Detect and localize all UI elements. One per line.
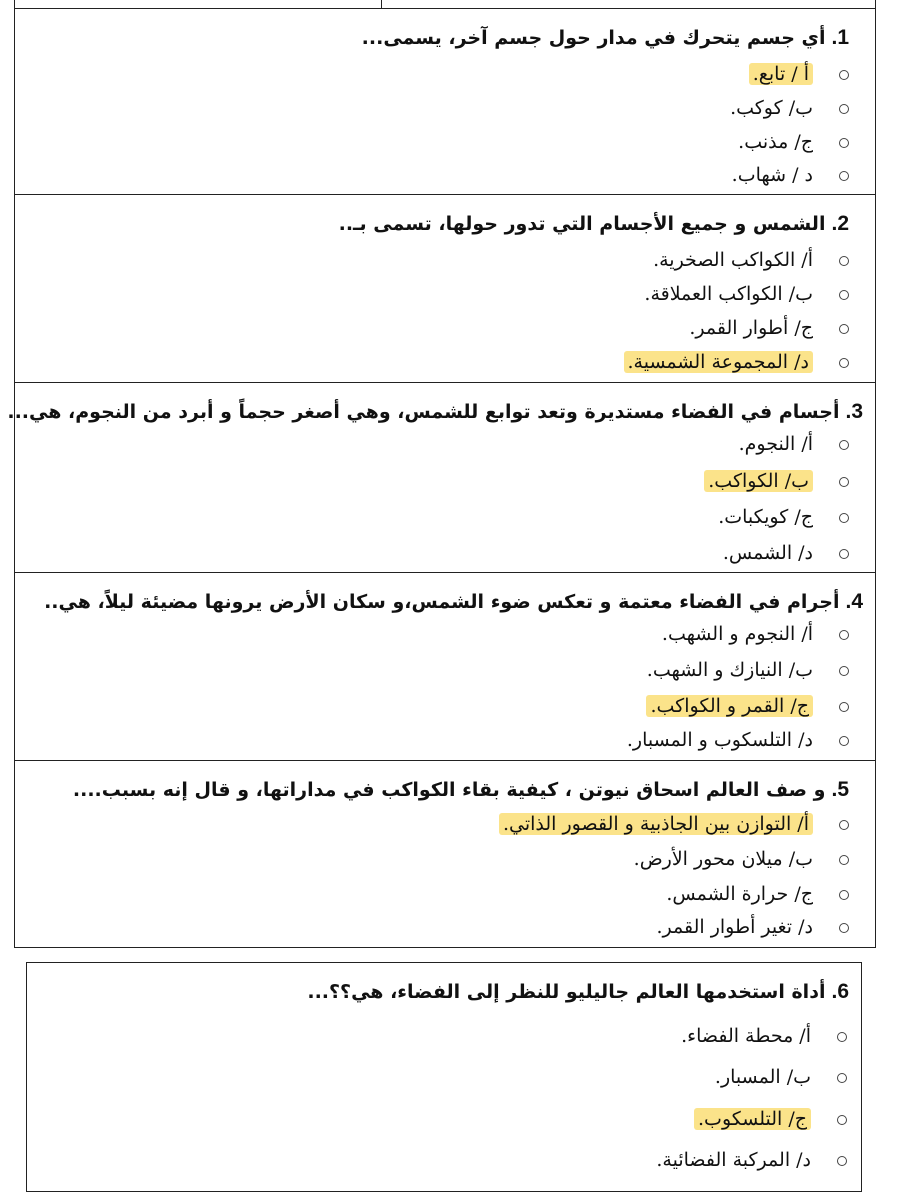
question-stem: الشمس و جميع الأجسام التي تدور حولها، تسمى بـ.. bbox=[338, 213, 826, 235]
option-label: د/ التلسكوب و المسبار. bbox=[626, 729, 813, 751]
radio-bullet-icon[interactable] bbox=[839, 549, 849, 559]
radio-bullet-icon[interactable] bbox=[839, 171, 849, 181]
radio-bullet-icon[interactable] bbox=[839, 923, 849, 933]
question-6-box bbox=[26, 962, 862, 1192]
option-b[interactable] bbox=[704, 466, 849, 496]
question-2-box bbox=[14, 194, 876, 383]
radio-bullet-icon[interactable] bbox=[839, 324, 849, 334]
top-table-edge bbox=[14, 0, 876, 8]
option-label: ج/ كويكبات. bbox=[718, 506, 813, 528]
radio-bullet-icon[interactable] bbox=[839, 104, 849, 114]
radio-bullet-icon[interactable] bbox=[839, 138, 849, 148]
option-label: د/ الشمس. bbox=[722, 542, 813, 564]
option-label: ج/ حرارة الشمس. bbox=[666, 883, 813, 905]
radio-bullet-icon[interactable] bbox=[839, 290, 849, 300]
question-4-text bbox=[44, 589, 863, 615]
question-stem: و صف العالم اسحاق نيوتن ، كيفية بقاء الكواكب في مداراتها، و قال إنه بسبب.... bbox=[72, 779, 826, 801]
option-label: ج/ القمر و الكواكب. bbox=[646, 695, 813, 717]
option-label: د/ المركبة الفضائية. bbox=[656, 1149, 811, 1171]
option-label: ب/ النيازك و الشهب. bbox=[646, 659, 813, 681]
radio-bullet-icon[interactable] bbox=[839, 702, 849, 712]
option-b[interactable] bbox=[634, 844, 849, 874]
option-label: د/ تغير أطوار القمر. bbox=[656, 916, 813, 938]
radio-bullet-icon[interactable] bbox=[837, 1032, 847, 1042]
question-number: 4. bbox=[845, 590, 863, 613]
radio-bullet-icon[interactable] bbox=[839, 736, 849, 746]
option-label: أ/ محطة الفضاء. bbox=[681, 1025, 811, 1047]
question-number: 1. bbox=[831, 26, 849, 49]
radio-bullet-icon[interactable] bbox=[839, 890, 849, 900]
option-d[interactable] bbox=[732, 160, 849, 190]
radio-bullet-icon[interactable] bbox=[839, 820, 849, 830]
radio-bullet-icon[interactable] bbox=[839, 630, 849, 640]
radio-bullet-icon[interactable] bbox=[839, 666, 849, 676]
option-b[interactable] bbox=[647, 655, 849, 685]
option-a[interactable] bbox=[662, 619, 849, 649]
radio-bullet-icon[interactable] bbox=[839, 256, 849, 266]
option-a[interactable] bbox=[499, 809, 849, 839]
question-stem: أجرام في الفضاء معتمة و تعكس ضوء الشمس،و سكان الأرض يرونها مضيئة ليلاً، هي.. bbox=[44, 591, 840, 613]
radio-bullet-icon[interactable] bbox=[839, 440, 849, 450]
option-c[interactable] bbox=[738, 127, 849, 157]
radio-bullet-icon[interactable] bbox=[837, 1073, 847, 1083]
option-label: د/ المجموعة الشمسية. bbox=[624, 351, 814, 373]
option-c[interactable] bbox=[646, 691, 849, 721]
radio-bullet-icon[interactable] bbox=[839, 513, 849, 523]
option-label: أ/ النجوم. bbox=[738, 433, 813, 455]
option-label: ج/ التلسكوب. bbox=[694, 1108, 811, 1130]
option-label: ب/ الكواكب. bbox=[704, 470, 813, 492]
option-label: د / شهاب. bbox=[731, 164, 813, 186]
radio-bullet-icon[interactable] bbox=[839, 358, 849, 368]
radio-bullet-icon[interactable] bbox=[839, 477, 849, 487]
option-label: ج/ أطوار القمر. bbox=[689, 317, 813, 339]
option-d[interactable] bbox=[624, 347, 850, 377]
option-a[interactable] bbox=[739, 429, 849, 459]
question-5-text bbox=[73, 777, 849, 803]
radio-bullet-icon[interactable] bbox=[837, 1115, 847, 1125]
question-6-text bbox=[307, 979, 849, 1005]
option-label: ج/ مذنب. bbox=[738, 131, 813, 153]
question-stem: أي جسم يتحرك في مدار حول جسم آخر، يسمى... bbox=[361, 27, 826, 49]
option-d[interactable] bbox=[656, 912, 849, 942]
option-c[interactable] bbox=[689, 313, 849, 343]
question-1-box bbox=[14, 8, 876, 195]
question-1-text bbox=[362, 25, 849, 51]
question-number: 2. bbox=[831, 212, 849, 235]
question-number: 6. bbox=[831, 980, 849, 1003]
option-label: أ/ التوازن بين الجاذبية و القصور الذاتي. bbox=[499, 813, 813, 835]
option-a[interactable] bbox=[653, 245, 849, 275]
question-stem: أداة استخدمها العالم جاليليو للنظر إلى الفضاء، هي؟؟... bbox=[307, 981, 826, 1003]
option-b[interactable] bbox=[730, 93, 849, 123]
option-d[interactable] bbox=[723, 538, 849, 568]
option-label: ب/ المسبار. bbox=[714, 1066, 811, 1088]
question-4-box bbox=[14, 572, 876, 761]
option-c[interactable] bbox=[666, 879, 849, 909]
option-b[interactable] bbox=[715, 1062, 847, 1092]
option-label: أ / تابع. bbox=[749, 63, 813, 85]
question-2-text bbox=[339, 211, 849, 237]
option-d[interactable] bbox=[627, 725, 849, 755]
option-d[interactable] bbox=[656, 1145, 847, 1175]
option-label: ب/ كوكب. bbox=[730, 97, 813, 119]
option-label: ب/ الكواكب العملاقة. bbox=[644, 283, 813, 305]
option-c[interactable] bbox=[694, 1104, 847, 1134]
option-a[interactable] bbox=[681, 1021, 847, 1051]
option-label: ب/ ميلان محور الأرض. bbox=[633, 848, 813, 870]
radio-bullet-icon[interactable] bbox=[837, 1156, 847, 1166]
radio-bullet-icon[interactable] bbox=[839, 70, 849, 80]
option-label: أ/ النجوم و الشهب. bbox=[661, 623, 813, 645]
option-label: أ/ الكواكب الصخرية. bbox=[653, 249, 813, 271]
option-a[interactable] bbox=[749, 59, 849, 89]
question-5-box bbox=[14, 760, 876, 948]
question-number: 5. bbox=[831, 778, 849, 801]
question-3-box bbox=[7, 382, 876, 573]
question-number: 3. bbox=[845, 400, 863, 423]
option-b[interactable] bbox=[644, 279, 849, 309]
radio-bullet-icon[interactable] bbox=[839, 855, 849, 865]
table-divider bbox=[381, 0, 382, 8]
question-3-text bbox=[7, 399, 863, 425]
option-c[interactable] bbox=[718, 502, 849, 532]
question-stem: أجسام في الفضاء مستديرة وتعد توابع للشمس، وهي أصغر حجماً و أبرد من النجوم، هي... bbox=[7, 401, 840, 423]
